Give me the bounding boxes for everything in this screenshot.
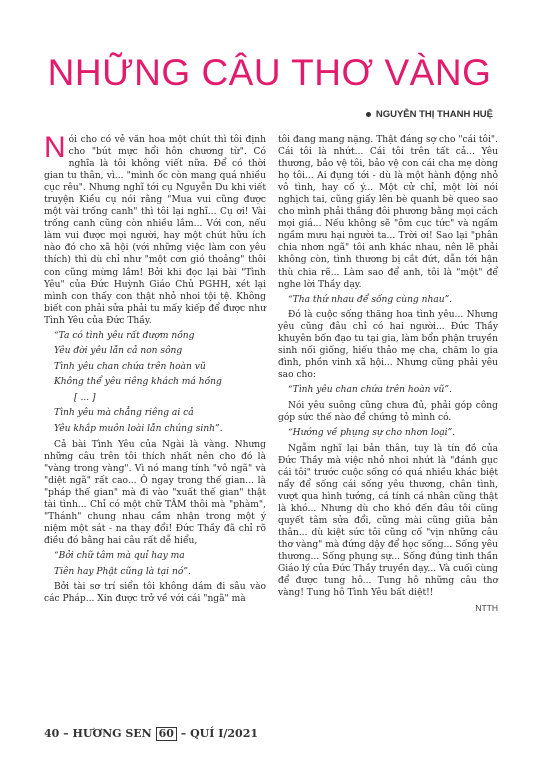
bullet-icon [366, 112, 371, 117]
poem-line: “Ta có tình yêu rất đượm nồng [54, 330, 195, 341]
poem-line: “Bởi chữ tâm mà quỉ hay ma [54, 551, 185, 561]
quote-line: “Tình yêu chan chứa trên hoàn vũ”. [288, 385, 452, 396]
paragraph: Ngẫm nghĩ lại bản thân, tuy là tín đồ của Đức Thầy mà việc nhỏ nhoi nhứt là "đánh gục cái tôi" trước cuộc sống có quá nhiều khác biệt nẩy để sống cái sống yêu thương, chân tình, vượt qua hình tướng, cá tính cá nhân cũng thật là khó... Nhưng dù cho khó đến đâu tôi cũng quyết tâm sửa đổi, cũng mài cũng giũa bản thân... dù kiệt sức tôi cũng cố "vịn những câu thơ vàng" mà đứng dậy để học sống... Sống yêu thương... Sống phụng sự... Sống đúng tinh thần Giáo lý của Đức Thầy truyền dạy... Và cuối cùng để được tung hô... Tung hô những câu thơ vàng! Tung hô Tình Yêu bất diệt!! [278, 443, 498, 599]
poem-line: Yêu đời yêu lẫn cả non sông [54, 346, 183, 357]
paragraph-text: ói cho có vẻ văn hoa một chút thì tôi định cho "bút mực hổi hôn chương từ". Có nghĩa là tôi không viết nữa. Để có thời gian tu thân, vì... "mình ốc còn mang quá nhiều cục rêu". Nhưng nghĩ tới cụ Nguyễn Du khi viết truyện Kiều cụ nói rằng "Mua vui cũng được một vài trống canh" thì tôi lại nghĩ... Cụ ơi! Vài trống canh cũng còn nhiều lắm... Với con, nếu làm vui được mọi người, hay một chút hữu ích nào đó cho xã hội (với những việc làm con yêu thích) thì dù chỉ như "một cơn gió thoảng" thôi con cũng mừng lắm! Bởi khi đọc lại bài "Tình Yêu" của Đức Huỳnh Giáo Chủ PGHH, xét lại mình con thấy con thật nhỏ nhoi tội tệ. Không biết con phải sửa phải tu mấy kiếp để được như Tình Yêu của Đức Thầy. [44, 135, 266, 326]
page-number: 40 [44, 727, 60, 740]
magazine-name: HƯƠNG SEN [72, 727, 152, 740]
author-byline [366, 109, 493, 120]
paragraph: Cả bài Tình Yêu của Ngài là vàng. Nhưng những câu trên tôi thích nhất nên cho đó là "vàng trong vàng". Vì nó mang tính "vô ngã" và "diệt ngã" rất cao... Ô ngay trong thế gian... là "pháp thế gian" mà đi vào "xuất thế gian" thật tài tình... Chỉ có một chữ TÂM thôi mà "phàm", "Thánh" chung nhau cầm nhận trong một ý niệm một sát - na thay đổi! Đức Thầy đã chỉ rõ điều đó bằng hai câu rất dễ hiểu, [44, 439, 266, 546]
poem-line: Tiên hay Phật cũng là tại nó”. [54, 566, 191, 577]
page-footer [44, 727, 258, 741]
quote-line: “Hướng về phụng sự cho nhơn loại”. [288, 428, 456, 439]
quote-line: “Tha thứ nhau để sống cùng nhau”. [288, 294, 453, 305]
paragraph [44, 131, 266, 327]
separator: – [63, 727, 69, 740]
separator: – [180, 727, 187, 740]
article-title: NHỮNG CÂU THƠ VÀNG [47, 52, 492, 93]
poem-line: Tình yêu mà chẳng riêng ai cả [54, 408, 194, 419]
right-column [278, 134, 498, 617]
author-name: NGUYỄN THỊ THANH HUỆ [375, 109, 493, 120]
poem-line: Tình yêu chan chứa trên hoàn vũ [54, 361, 206, 372]
paragraph: Nói yêu suông cũng chưa đủ, phải góp công góp sức thế nào để chứng tỏ mình có. [278, 400, 498, 424]
drop-cap: N [44, 131, 66, 164]
paragraph: Đó là cuộc sống thăng hoa tình yêu... Nhưng yêu cũng đâu chỉ có hai người... Đức Thầy khuyên bốn đạo tu tại gia, làm bổn phận truyền sinh nối giống, hiếu thảo mẹ cha, chăm lo gia đình, phồn vinh xã hội... Nhưng cũng phải yêu sao cho: [278, 310, 498, 381]
issue-period: QUÍ I/2021 [190, 727, 259, 740]
paragraph: Bởi tài sơ trí siển tôi không dám đi sâu vào các Pháp... Xin được trở về với cái "ngã" mà [44, 582, 266, 605]
left-column [44, 131, 266, 608]
paragraph: tôi đang mang nặng. Thật đáng sợ cho "cái tôi". Cái tôi là nhứt... Cái tôi trên tất cả... Yêu thương, bảo vệ tôi, bảo vệ con cái cha mẹ dòng họ tôi... Ai đụng tới - dù là một hành động nhỏ vô tình, hay cố ý... Một cử chỉ, một lời nói nghịch tai, cũng giấy lên bè quanh bè queo sao cho mình phải thắng đôi phương bằng mọi cách mọi giá... Nếu không sẽ "ôm cục tức" và ngấm ngầm mưu hại người ta... Trời ơi! Sao lại "phân chia nhơn ngã" tôi anh khác nhau, nên lẽ phải không còn, tình thương bị cắt đứt, dẫn tới hận thù chia rẽ... Làm sao để anh, tôi là "một" để nghe lời Thầy dạy. [278, 135, 498, 290]
poem-line: Không thể yêu riêng khách má hồng [54, 377, 222, 388]
signature: NTTH [475, 603, 498, 614]
poem-line: Yêu khắp muôn loài lẫn chúng sinh”. [54, 424, 223, 435]
issue-number: 60 [156, 727, 177, 741]
poem-omission: [ ... ] [74, 392, 96, 403]
